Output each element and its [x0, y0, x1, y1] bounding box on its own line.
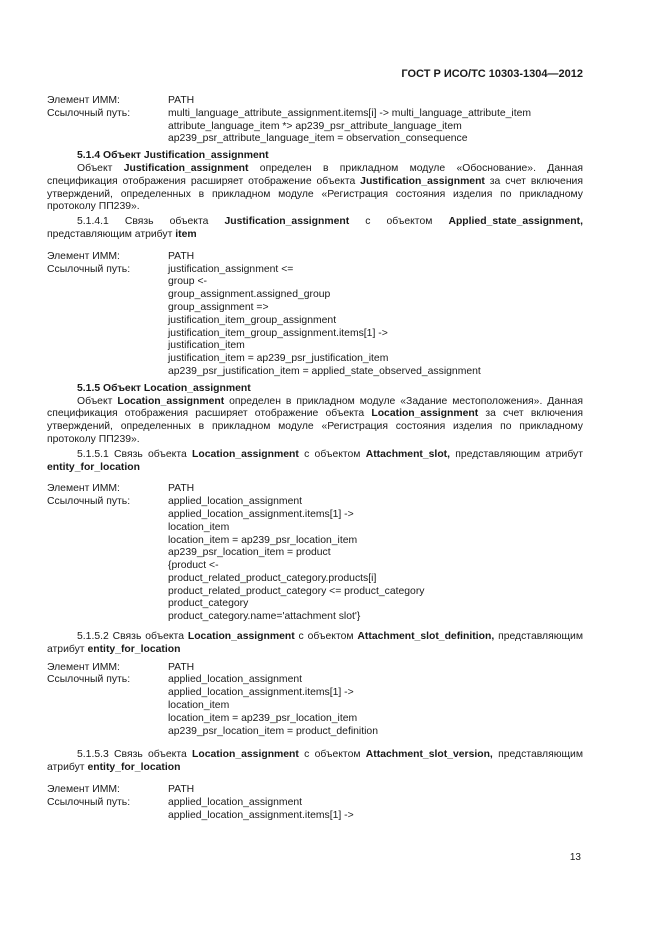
section-paragraph: Объект Location_assignment определен в прикладном модуле «Задание местоположения». Данная спецификация отображения расширяет отображение объекта Location_assignment за счет включения утверждений, определенных в прикладном модуле «Регистрация состояния изделия по прикладному протоколу ПП239». — [47, 395, 583, 445]
ref-path-lines — [168, 496, 583, 624]
path-line: justification_item_group_assignment.items[1] -> — [168, 327, 388, 339]
element-value: PATH — [168, 250, 195, 262]
element-label: Элемент ИММ: — [47, 483, 120, 495]
mapping-path-row — [47, 797, 583, 823]
ref-path-label: Ссылочный путь: — [47, 263, 131, 275]
path-line: location_item — [168, 521, 230, 533]
path-line: group_assignment.assigned_group — [168, 289, 331, 301]
path-line: applied_location_assignment — [168, 796, 303, 808]
mapping-element-row — [47, 251, 583, 264]
element-value: PATH — [168, 661, 195, 673]
path-line: ap239_psr_location_item = product — [168, 547, 331, 559]
ref-path-lines — [168, 797, 583, 823]
path-line: justification_assignment <= — [168, 263, 294, 275]
mapping-element-row — [47, 662, 583, 675]
path-line: attribute_language_item *> ap239_psr_attribute_language_item — [168, 120, 462, 132]
section-paragraph: Объект Justification_assignment определен в прикладном модуле «Обоснование». Данная спецификация отображения расширяет отображение объекта Justification_assignment за счет включения утверждений, определенных в прикладном модуле «Регистрация состояния изделия по прикладному протоколу ПП239». — [47, 162, 583, 213]
path-line: group_assignment => — [168, 301, 269, 313]
section-heading: 5.1.4 Объект Justification_assignment — [77, 150, 269, 162]
section-heading: 5.1.5 Объект Location_assignment — [77, 382, 251, 394]
element-label: Элемент ИММ: — [47, 661, 120, 673]
element-value: PATH — [168, 95, 195, 106]
element-label: Элемент ИММ: — [47, 784, 120, 796]
path-line: location_item — [168, 700, 230, 712]
mapping-path-row — [47, 264, 583, 379]
mapping-path-row — [47, 108, 583, 146]
path-line: applied_location_assignment.items[1] -> — [168, 508, 354, 520]
path-line: group <- — [168, 276, 207, 288]
path-line: applied_location_assignment.items[1] -> — [168, 687, 354, 699]
mapping-path-row — [47, 674, 583, 738]
path-line: justification_item_group_assignment — [168, 314, 337, 326]
path-line: location_item = ap239_psr_location_item — [168, 534, 358, 546]
ref-path-label: Ссылочный путь: — [47, 796, 131, 808]
path-line: applied_location_assignment.items[1] -> — [168, 809, 354, 821]
path-line: product_category — [168, 598, 249, 610]
ref-path-label: Ссылочный путь: — [47, 107, 131, 119]
path-line: ap239_psr_location_item = product_definition — [168, 725, 378, 737]
mapping-element-row — [47, 784, 583, 797]
ref-path-lines — [168, 674, 583, 738]
path-line: {product <- — [168, 560, 219, 572]
path-line: product_related_product_category.products[i] — [168, 572, 377, 584]
ref-path-label: Ссылочный путь: — [47, 674, 131, 686]
element-value: PATH — [168, 483, 195, 495]
page-number: 13 — [569, 852, 581, 863]
mapping-element-row — [47, 95, 583, 108]
page-content — [47, 95, 583, 822]
path-line: location_item = ap239_psr_location_item — [168, 712, 358, 724]
subsection-text: 5.1.5.1 Связь объекта Location_assignment с объектом Attachment_slot, представляющим атрибут entity_for_location — [47, 448, 583, 473]
mapping-element-row — [47, 483, 583, 496]
mapping-path-row — [47, 496, 583, 624]
ref-path-lines — [168, 264, 583, 379]
element-value: PATH — [168, 784, 195, 796]
document-header: ГОСТ Р ИСО/ТС 10303-1304—2012 — [401, 68, 583, 80]
path-line: product_related_product_category <= product_category — [168, 585, 425, 597]
path-line: justification_item = ap239_psr_justification_item — [168, 353, 389, 365]
path-line: justification_item — [168, 340, 245, 352]
path-line: applied_location_assignment — [168, 674, 303, 686]
subsection-text: 5.1.5.2 Связь объекта Location_assignment с объектом Attachment_slot_definition, представляющим атрибут entity_for_location — [47, 631, 583, 655]
ref-path-label: Ссылочный путь: — [47, 496, 131, 508]
path-line: ap239_psr_justification_item = applied_state_observed_assignment — [168, 365, 481, 377]
element-label: Элемент ИММ: — [47, 250, 120, 262]
path-line: applied_location_assignment — [168, 496, 303, 508]
ref-path-lines — [168, 108, 583, 146]
element-label: Элемент ИММ: — [47, 95, 120, 106]
path-line: ap239_psr_attribute_language_item = observation_consequence — [168, 133, 468, 145]
subsection-text: 5.1.4.1 Связь объекта Justification_assignment с объектом Applied_state_assignment, представляющим атрибут item — [47, 216, 583, 240]
path-line: multi_language_attribute_assignment.items[i] -> multi_language_attribute_item — [168, 107, 532, 119]
subsection-text: 5.1.5.3 Связь объекта Location_assignment с объектом Attachment_slot_version, представляющим атрибут entity_for_location — [47, 749, 583, 774]
path-line: product_category.name='attachment slot'} — [168, 611, 361, 623]
